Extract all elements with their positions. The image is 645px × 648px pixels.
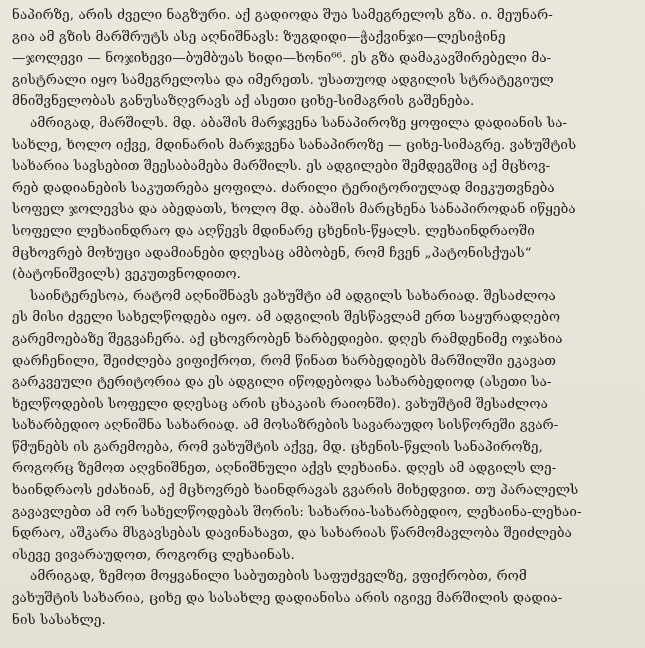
- text-line: სოფელი ლეხაინდრაო და აღწევს მდინარე ცხენის-წყალს. ლეხაინდრაოში: [12, 223, 535, 239]
- text-line: ხაინდრაოს ეძახიან, აქ მცხოვრებ ხაინდრავას გვარის მიხედვით. თუ პარალელს: [12, 483, 579, 499]
- text-line: გისტრალი იყო სამეგრელოსა და იმერეთს. უსათუოდ ადგილის სტრატეგიულ: [12, 72, 554, 88]
- text-line: ხელწოდების სოფელი დღესაც არის ცხაკაის რაიონში). ვახუშტიმ შესაძლოა: [12, 396, 548, 412]
- text-line: გია ამ გზის მარშრუტს ასე აღნიშნავს: ზუგდიდი—ჭაქვინჯი—ლესიჭინე: [12, 29, 506, 45]
- text-line: ნდრაო, აშკარა მსგავსებას დავინახავთ, და სახარიას წარმომავლობა შეიძლება: [12, 526, 573, 542]
- text-line: სახარია სავსებით შეესაბამება მარშილს. ეს ადგილები შემდეგშიც აქ მცხოვ-: [12, 159, 551, 175]
- text-line: როგორც ზემოთ აღვნიშნეთ, აღნიშნული აქვს ლეხაინა. დღეს ამ ადგილს ლე-: [12, 461, 557, 477]
- paragraph: [12, 5, 636, 113]
- text-line: გარკვეული ტერიტორია და ეს ადგილი იწოდებოდა სახარბედიოდ (ასეთი სა-: [12, 375, 552, 391]
- text-line: ისევე ვივარაუდოთ, როგორც ლეხაინას.: [12, 547, 295, 563]
- text-line: სახლე, ხოლო იქვე, მდინარის მარჯვენა სანაპიროზე — ციხე-სიმაგრე. ვახუშტის: [12, 137, 577, 153]
- text-line: საინტერესოა, რატომ აღნიშნავს ვახუშტი ამ ადგილს სახარიად. შესაძლოა: [30, 288, 556, 304]
- paragraph: [12, 566, 636, 631]
- text-line: სახარბედიო აღნიშნა სახარიად. ამ მოსაზრების სავარაუდო სისწორეში გვარ-: [12, 418, 559, 434]
- paragraph: [12, 113, 636, 286]
- text-line: ამრიგად, ზემოთ მოყვანილი საბუთების საფუძველზე, ვფიქრობთ, რომ: [30, 569, 527, 585]
- text-line: ნის სასახლე.: [12, 612, 106, 628]
- text-line: დარჩენილი, შეიძლება ვიფიქროთ, რომ წინათ ხარბედიებს მარშილში ეკავათ: [12, 353, 557, 369]
- text-line: ვახუშტის სახარია, ციხე და სასახლე დადიანისა არის იგივე მარშილის დადია-: [12, 591, 563, 607]
- text-line: —ჯოლევი — ნოჯიხევი—ბუმბუას ხიდი—ხონი⁶⁶. ეს გზა დამაკავშირებელი მა-: [12, 51, 552, 67]
- text-line: ეს მისი ძველი სახელწოდება იყო. ამ ადგილის შესწავლამ ერთ საყურადღებო: [12, 310, 561, 326]
- text-line: სოფელ ჯოლევსა და აბედათს, ხოლო მდ. აბაშის მარცხენა სანაპიროდან იწყება: [12, 202, 576, 218]
- body-text: [12, 5, 636, 631]
- text-line: ნაპირზე, არის ძველი ნაგზური. აქ გადიოდა შუა სამეგრელოს გზა. ი. მეუნარ-: [12, 8, 553, 23]
- text-line: (ბატონიშვილს) ვეკუთვნოდითო.: [12, 267, 242, 283]
- paragraph: [12, 286, 636, 567]
- text-line: მცხოვრებ მოხუცი ადამიანები დღესაც ამბობენ, რომ ჩვენ „პატონისქუას“: [12, 245, 532, 261]
- text-line: გარემოებაზე შეგვაჩერა. აქ ცხოვრობენ ხარბედიები. დღეს რამდენიმე ოჯახია: [12, 331, 563, 347]
- text-line: გავავლებთ ამ ორ სახელწოდებას შორის: სახარია-სახარბედიო, ლეხაინა-ლეხაი-: [12, 504, 582, 520]
- text-line: მნიშვნელობას განუსაზღვრავს აქ ასეთი ციხე-სიმაგრის გაშენება.: [12, 94, 475, 110]
- text-line: წმუნებს ის გარემოება, რომ ვახუშტის აქვე, მდ. ცხენის-წყლის სანაპიროზე,: [12, 439, 543, 455]
- text-line: რებ დადიანების საკუთრება ყოფილა. ძარილი ტერიტორიულად მიეკუთვნება: [12, 180, 555, 196]
- text-line: ამრიგად, მარშილს. მდ. აბაშის მარჯვენა სანაპიროზე ყოფილა დადიანის სა-: [30, 115, 568, 131]
